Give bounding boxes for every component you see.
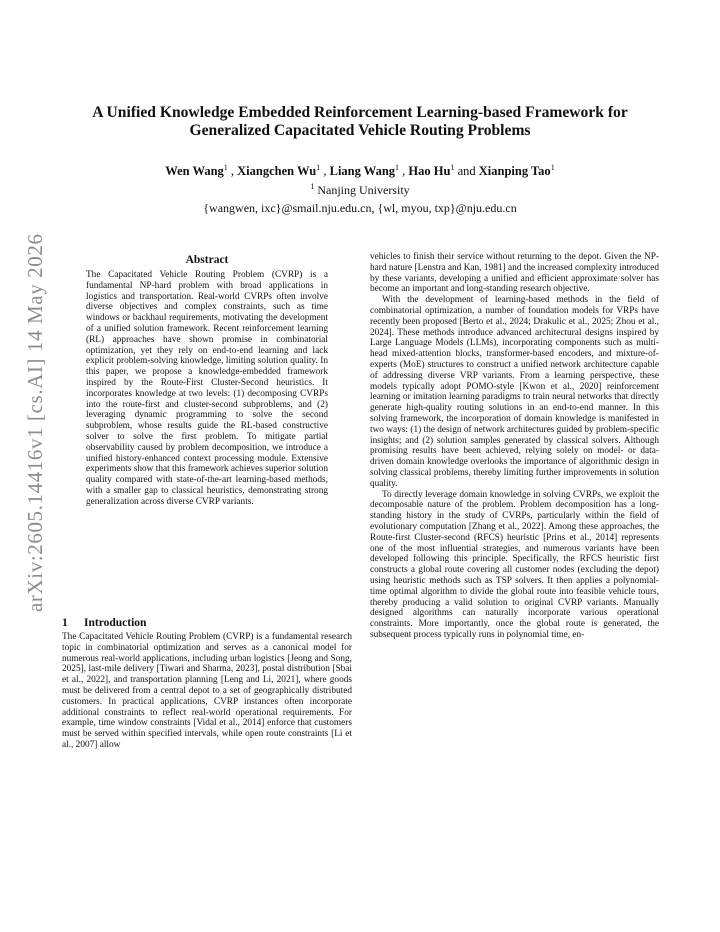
author-list: Wen Wang$^1$ , Xiangchen Wu$^1$ , Liang Wang$^1$ , Hao Hu$^1$ and Xianping Tao$^1$ (165, 163, 555, 179)
right-paragraph-1: vehicles to finish their service without returning to the depot. Given the NP-hard nature [Lenstra and Kan, 1981] and the increased complexity introduced by these variants, developing a unified and efficient approximate solver has become an important and long-standing research objective. (370, 252, 659, 295)
arxiv-identifier: arXiv:2605.14416v1 [cs.AI] 14 May 2026 (23, 233, 47, 612)
author-name: Xianping Tao (478, 164, 551, 179)
author-sup: 1 (450, 163, 455, 172)
author-and: and (457, 164, 476, 179)
right-paragraph-3: To directly leverage domain knowledge in solving CVRPs, we exploit the decomposable nature of the problem. Problem decomposition has a long-standing history in the study of CVRPs, particularly within the field of evolutionary computation [Zhang et al., 2022]. Among these approaches, the Route-first Cluster-second (RFCS) heuristic [Prins et al., 2014] represents one of the most influential strategies, and numerous variants have been developed following this principle. Specifically, the RFCS heuristic first constructs a global route covering all customer nodes (excluding the depot) using heuristic methods such as TSP solvers. It then applies a polynomial-time optimal algorithm to divide the global route into feasible vehicle tours, thereby producing a valid solution to original CVRP variants. Manually designed algorithms can naturally incorporate various operational constraints. More importantly, once the global route is generated, the subsequent process typically runs in polynomial time, en- (370, 489, 659, 640)
affiliation-sup: 1 (310, 182, 315, 191)
right-paragraph-2: With the development of learning-based methods in the field of combinatorial optimization, a number of foundation models for VRPs have recently been proposed [Berto et al., 2024; Drakulic et al., 2025; Zhou et al., 2024]. These methods introduce advanced architectural designs inspired by Large Language Models (LLMs), incorporating components such as multi-head mixed-attention blocks, transformer-based encoders, and mixture-of-experts (MoE) structures to construct a unified network architecture capable of addressing diverse VRP variants. From a learning perspective, these models typically adopt POMO-style [Kwon et al., 2020] reinforcement learning or imitation learning paradigms to train neural networks that directly generate high-quality routing solutions in an end-to-end manner. In this solving framework, the incorporation of domain knowledge is manifested in two ways: (1) the design of network architectures guided by problem-specific insights; and (2) solution samples generated by classical solvers. Although promising results have been achieved, relying solely on model- or data-driven domain knowledge overlooks the importance of algorithmic design in solving classical problems, thereby limiting further improvements in solution quality. (370, 295, 659, 489)
author-sup: 1 (223, 163, 228, 172)
abstract-text: The Capacitated Vehicle Routing Problem (CVRP) is a fundamental NP-hard problem with broad applications in logistics and transportation. Real-world CVRPs often involve diverse objectives and complex constraints, such as time windows or backhaul requirements, motivating the development of a unified solution framework. Recent reinforcement learning (RL) approaches have shown promise in combinatorial optimization, yet they rely on end-to-end learning and lack explicit problem-solving knowledge, limiting solution quality. In this paper, we propose a knowledge-embedded framework inspired by the Route-First Cluster-Second heuristics. It incorporates knowledge at two levels: (1) decomposing CVRPs into the route-first and cluster-second subproblems, and (2) leveraging dynamic programming to solve the second subproblem, whose results guide the RL-based constructive solver to solve the first problem. To mitigate partial observability caused by problem decomposition, we introduce a unified history-enhanced context processing module. Extensive experiments show that this framework achieves superior solution quality compared with state-of-the-art learning-based methods, with a smaller gap to classical heuristics, demonstrating strong generalization across diverse CVRP variants. (86, 270, 328, 507)
author-name: Xiangchen Wu (237, 164, 317, 179)
section-heading (62, 617, 352, 629)
affiliation (60, 182, 660, 198)
author-name: Liang Wang (329, 164, 396, 179)
author-sup: 1 (395, 163, 400, 172)
title-line-1: A Unified Knowledge Embedded Reinforcement Learning-based Framework for (92, 104, 628, 121)
author-sup: 1 (550, 163, 555, 172)
affiliation-name: Nanjing University (317, 183, 410, 197)
section-number: 1 (62, 617, 68, 629)
author-name: Hao Hu (408, 164, 451, 179)
intro-column (62, 632, 352, 751)
intro-paragraph-1: The Capacitated Vehicle Routing Problem (CVRP) is a fundamental research topic in combinatorial optimization and serves as a canonical model for numerous real-world applications, including urban logistics [Jeong and Song, 2025], last-mile delivery [Tiwari and Sharma, 2023], postal distribution [Sbai et al., 2022], and transportation planning [Leng and Li, 2021], where goods must be delivered from a central depot to a set of geographically distributed customers. In practical applications, CVRP instances often incorporate additional constraints to reflect real-world operational requirements. For example, time window constraints [Vidal et al., 2014] enforce that customers must be served within specified intervals, while open route constraints [Li et al., 2007] allow (62, 632, 352, 750)
author-sup: 1 (316, 163, 321, 172)
title-line-2: Generalized Capacitated Vehicle Routing Problems (189, 122, 531, 139)
section-title: Introduction (84, 617, 147, 629)
abstract-heading: Abstract (185, 254, 229, 266)
paper-title (60, 104, 660, 140)
author-name: Wen Wang (165, 164, 224, 179)
author-emails: {wangwen, ixc}@smail.nju.edu.cn, {wl, myou, txp}@nju.edu.cn (203, 201, 517, 215)
right-column (370, 252, 659, 641)
